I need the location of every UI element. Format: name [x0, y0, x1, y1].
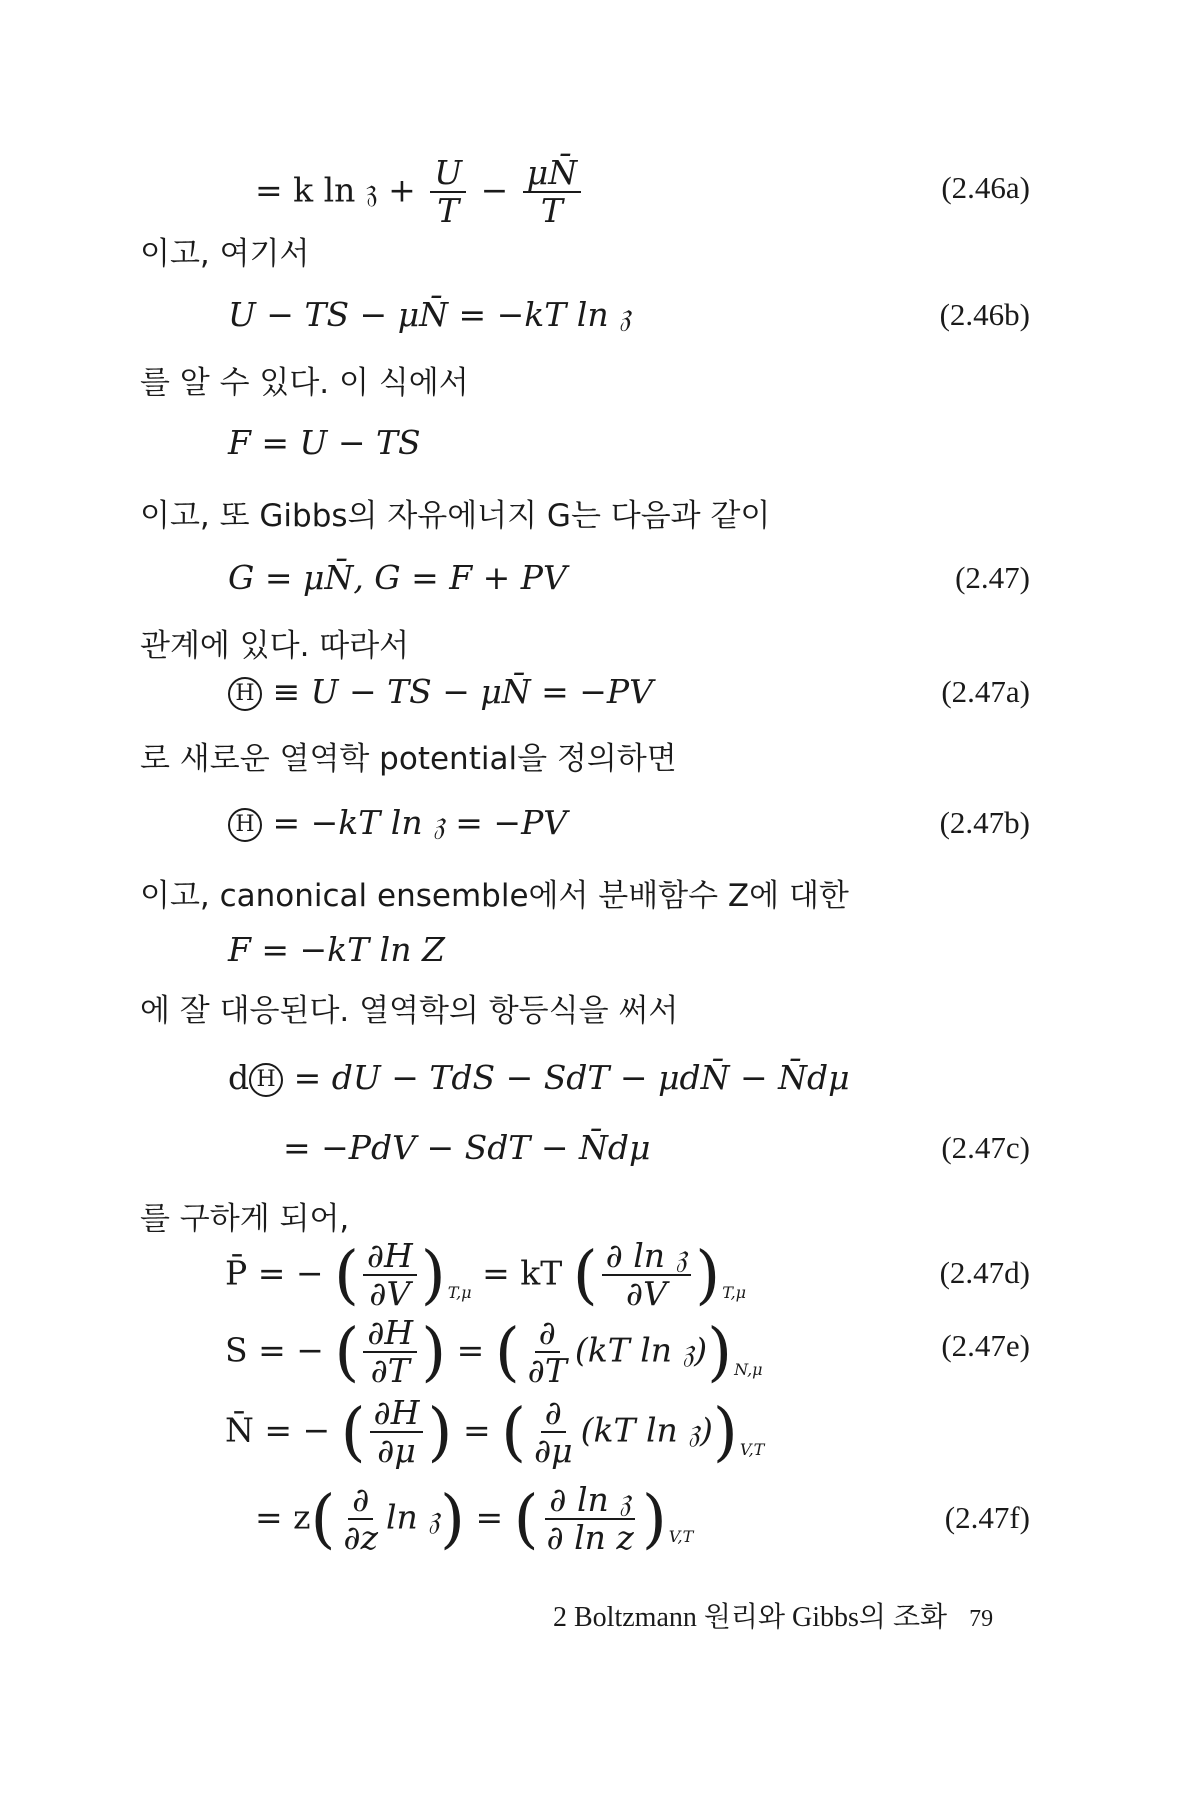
equation-number: (2.47): [955, 560, 1030, 595]
fraction: [523, 155, 581, 230]
denominator: ∂μ: [534, 1431, 573, 1471]
denominator: T: [437, 191, 460, 231]
subscript: N,μ: [734, 1360, 763, 1380]
equation-number: (2.47e): [941, 1328, 1030, 1363]
denominator: ∂μ: [377, 1431, 416, 1471]
fraction: [363, 1238, 417, 1313]
left-paren: (: [513, 1482, 539, 1557]
text-line: 로 새로운 열역학 potential을 정의하면: [140, 741, 677, 777]
equation-2-46a: [255, 155, 585, 230]
text-line: 에 잘 대응된다. 열역학의 항등식을 써서: [140, 993, 679, 1029]
left-paren: (: [310, 1482, 336, 1557]
equation-number: (2.46a): [941, 170, 1030, 205]
numerator: ∂: [348, 1482, 373, 1520]
right-paren: ): [707, 1315, 733, 1390]
text-line: 를 알 수 있다. 이 식에서: [140, 365, 469, 401]
eq-part: =: [475, 1497, 504, 1537]
subscript: V,T: [668, 1527, 694, 1547]
eq-part: S = −: [225, 1330, 324, 1370]
numerator: ∂H: [363, 1315, 417, 1353]
equation-free-energy: F = U − TS: [228, 423, 421, 462]
circled-h-symbol: H: [228, 677, 262, 711]
equation-2-47b: [228, 803, 567, 843]
equation-2-47d: [225, 1238, 746, 1313]
eq-part: P̄ = −: [225, 1253, 324, 1293]
left-paren: (: [572, 1238, 598, 1313]
eq-part: = k ln 𝔷 +: [255, 170, 416, 210]
equation-number: (2.47d): [939, 1255, 1030, 1290]
equation-2-47f-line1: [225, 1395, 764, 1470]
running-footer-title: 2 Boltzmann 원리와 Gibbs의 조화: [553, 1602, 948, 1633]
fraction: [543, 1482, 638, 1557]
eq-part: = kT: [482, 1253, 563, 1293]
fraction: [370, 1395, 424, 1470]
page-footer: [553, 1595, 993, 1635]
equation-2-47f-line2: [255, 1482, 693, 1557]
eq-part: ≡ U − TS − μN̄ = −PV: [272, 672, 653, 711]
left-paren: (: [334, 1315, 360, 1390]
eq-part: = z: [255, 1497, 311, 1537]
right-paren: ): [641, 1482, 667, 1557]
eq-part: −: [480, 170, 509, 210]
equation-2-47a: [228, 672, 653, 711]
eq-part: = dU − TdS − SdT − μdN̄ − N̄dμ: [293, 1058, 850, 1097]
numerator: ∂ ln 𝔷: [545, 1482, 635, 1520]
denominator: ∂ ln z: [546, 1518, 634, 1558]
denominator: ∂V: [626, 1274, 667, 1314]
text-line: 이고, 또 Gibbs의 자유에너지 G는 다음과 같이: [140, 498, 771, 534]
right-paren: ): [420, 1238, 446, 1313]
left-paren: (: [333, 1238, 359, 1313]
fraction: [530, 1395, 577, 1470]
fraction: [602, 1238, 692, 1313]
equation-2-47c-line1: [228, 1058, 850, 1097]
equation-number: (2.47a): [941, 674, 1030, 709]
left-paren: (: [340, 1395, 366, 1470]
left-paren: (: [501, 1395, 527, 1470]
numerator: ∂: [535, 1315, 560, 1353]
eq-part: N̄ = −: [225, 1410, 331, 1450]
equation-number: (2.46b): [939, 297, 1030, 332]
eq-part: = −kT ln 𝔷 = −PV: [272, 803, 568, 842]
equation-number: (2.47b): [939, 805, 1030, 840]
equation-2-46b: U − TS − μN̄ = −kT ln 𝔷: [228, 295, 631, 334]
eq-part: d: [228, 1058, 250, 1097]
denominator: ∂T: [370, 1351, 410, 1391]
fraction: [524, 1315, 571, 1390]
right-paren: ): [712, 1395, 738, 1470]
equation-number: (2.47f): [944, 1500, 1030, 1535]
equation-2-47e: [225, 1315, 763, 1390]
equation-number: (2.47c): [941, 1130, 1030, 1165]
eq-part: (kT ln 𝔷): [580, 1410, 713, 1450]
fraction: [340, 1482, 382, 1557]
subscript: T,μ: [447, 1283, 472, 1303]
denominator: T: [540, 191, 563, 231]
circled-h-symbol: H: [249, 1063, 283, 1097]
right-paren: ): [439, 1482, 465, 1557]
numerator: ∂: [541, 1395, 566, 1433]
right-paren: ): [695, 1238, 721, 1313]
denominator: ∂V: [369, 1274, 411, 1314]
numerator: μN̄: [523, 155, 581, 193]
subscript: T,μ: [722, 1283, 747, 1303]
circled-h-symbol: H: [228, 808, 262, 842]
numerator: ∂ ln 𝔷: [602, 1238, 692, 1276]
equation-2-47c-line2: = −PdV − SdT − N̄dμ: [283, 1128, 651, 1167]
subscript: V,T: [739, 1440, 765, 1460]
eq-part: ln 𝔷: [385, 1497, 440, 1537]
equation-2-47: G = μN̄, G = F + PV: [228, 558, 567, 597]
denominator: ∂z: [343, 1518, 378, 1558]
text-line: 이고, canonical ensemble에서 분배함수 Z에 대한: [140, 878, 849, 914]
numerator: ∂H: [370, 1395, 424, 1433]
page-number: 79: [969, 1606, 994, 1632]
right-paren: ): [421, 1315, 447, 1390]
text-line: 를 구하게 되어,: [140, 1201, 350, 1237]
eq-part: =: [456, 1330, 485, 1370]
text-line: 관계에 있다. 따라서: [140, 628, 410, 664]
equation-canonical-free-energy: F = −kT ln Z: [228, 930, 445, 969]
eq-part: (kT ln 𝔷): [574, 1330, 708, 1370]
fraction: [363, 1315, 417, 1390]
numerator: U: [430, 155, 466, 193]
fraction: [430, 155, 466, 230]
text-line: 이고, 여기서: [140, 236, 310, 272]
eq-part: =: [462, 1410, 491, 1450]
left-paren: (: [494, 1315, 520, 1390]
denominator: ∂T: [527, 1351, 567, 1391]
numerator: ∂H: [363, 1238, 417, 1276]
right-paren: ): [427, 1395, 453, 1470]
